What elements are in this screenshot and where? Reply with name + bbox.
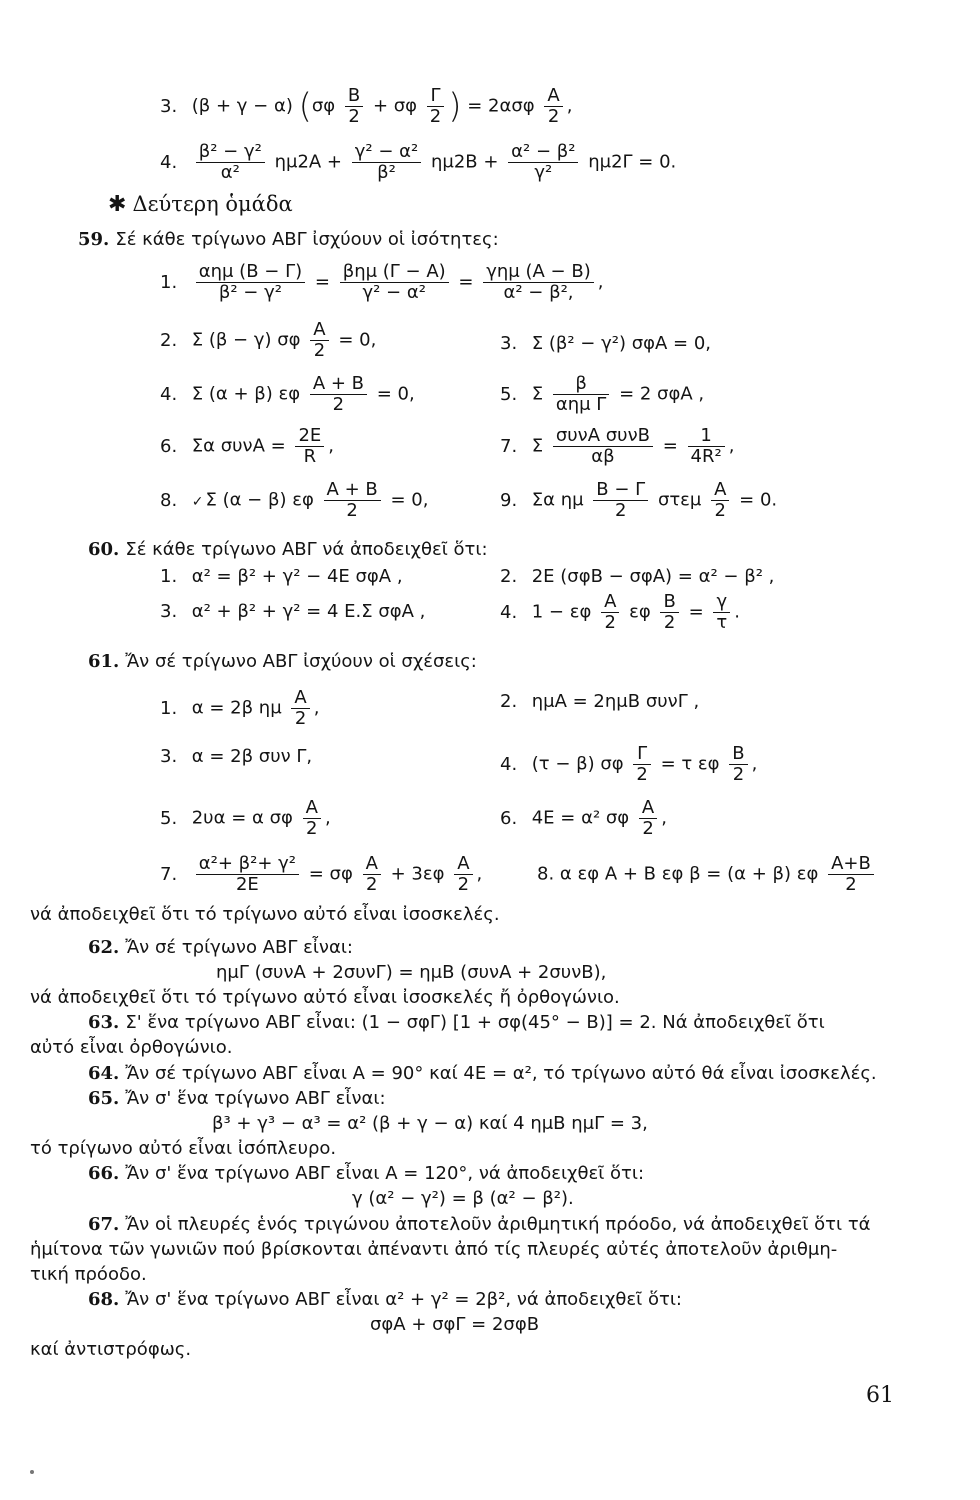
p66-equation: γ (α² − γ²) = β (α² − β²). [352,1188,574,1209]
p59-item-1: 1. $\frac{\text{αημ (Β − Γ)}}{\text{β² − γ²}}$ = $\frac{\text{βημ (Γ − Α)}}{\text{γ² − α²}}$ = $\frac{\text{γημ (Α − Β)}}{\text{α² − β²,}}$ , [160,261,604,303]
p63-line-2: αὐτό εἶναι ὀρθογώνιο. [30,1037,233,1058]
page-number: 61 [866,1383,894,1408]
frac: $\frac{\text{γ² − α²}}{\text{β²}}$ [352,142,421,183]
p60-item-2: 2. 2Ε (σφΒ − σφΑ) = α² − β² , [500,566,775,587]
problem-65: 65. Ἄν σ' ἕνα τρίγωνο ΑΒΓ εἶναι: [88,1088,386,1109]
problem-59-intro: 59. Σέ κάθε τρίγωνο ΑΒΓ ἰσχύουν οἱ ἰσότητες: [78,229,499,250]
frac: $\frac{\text{α² − β²}}{\text{γ²}}$ [508,142,578,183]
star-icon: ✱ [108,192,127,217]
frac: $\frac{\Gamma}{2}$ [427,86,444,127]
p59-item-3: 3. Σ (β² − γ²) σφΑ = 0, [500,333,711,354]
p59-item-5: 5. Σ $\frac{\beta}{\text{αημ Γ}}$ = 2 σφΑ , [500,373,705,415]
scan-speck [30,1470,34,1474]
frac: $\frac{B - \Gamma}{2}$ [593,480,648,521]
p68-equation: σφΑ + σφΓ = 2σφΒ [370,1314,540,1335]
frac: $\frac{\text{αημ (Β − Γ)}}{\text{β² − γ²}}$ [196,262,305,303]
p59-item-8: 8. ✓ Σ (α − β) εφ $\frac{A + B}{2}$ = 0, [160,479,429,521]
p59-item-6: 6. Σα συνΑ = $\frac{2E}{R}$ , [160,425,334,467]
frac: $\frac{A}{2}$ [454,854,472,895]
p59-item-4: 4. Σ (α + β) εφ $\frac{A + B}{2}$ = 0, [160,373,415,415]
p59-item-2: 2. Σ (β − γ) σφ $\frac{A}{2}$ = 0, [160,319,377,361]
frac: $\frac{A}{2}$ [363,854,381,895]
problem-67: 67. Ἄν οἱ πλευρές ἑνός τριγώνου ἀποτελοῦν ἀριθμητική πρόοδο, νά ἀποδειχθεῖ ὅτι τά [88,1214,871,1235]
problem-66: 66. Ἄν σ' ἕνα τρίγωνο ΑΒΓ εἶναι Α = 120°, νά ἀποδειχθεῖ ὅτι: [88,1163,645,1184]
p61-item-2: 2. ημΑ = 2ημΒ συνΓ , [500,691,700,712]
p61-item-5: 5. 2υα = α σφ $\frac{A}{2}$ , [160,797,331,839]
frac: $\frac{A + B}{2}$ [310,374,367,415]
p62-line-2: νά ἀποδειχθεῖ ὅτι τό τρίγωνο αὐτό εἶναι ἰσοσκελές ἤ ὀρθογώνιο. [30,987,620,1008]
problem-61-intro: 61. Ἄν σέ τρίγωνο ΑΒΓ ἰσχύουν οἱ σχέσεις: [88,651,477,672]
frac: $\frac{\text{γημ (Α − Β)}}{\text{α² − β²,}}$ [483,262,593,303]
p60-item-4: 4. 1 − εφ $\frac{A}{2}$ εφ $\frac{B}{2}$ = $\frac{\gamma}{\tau}$ . [500,591,740,633]
p60-item-3: 3. α² + β² + γ² = 4 Ε.Σ σφΑ , [160,601,426,622]
p60-item-1: 1. α² = β² + γ² − 4Ε σφΑ , [160,566,403,587]
problem-60-intro: 60. Σέ κάθε τρίγωνο ΑΒΓ νά ἀποδειχθεῖ ὅτι: [88,539,488,560]
frac: $\frac{A}{2}$ [310,320,328,361]
p61-conclusion: νά ἀποδειχθεῖ ὅτι τό τρίγωνο αὐτό εἶναι ἰσοσκελές. [30,904,500,925]
p62-equation: ημΓ (συνΑ + 2συνΓ) = ημΒ (συνΑ + 2συνΒ), [216,962,607,983]
frac: $\frac{1}{\text{4R²}}$ [688,426,725,467]
frac: $\frac{A}{2}$ [303,798,321,839]
problem-63: 63. Σ' ἕνα τρίγωνο ΑΒΓ εἶναι: (1 − σφΓ) [1 + σφ(45° − Β)] = 2. Νά ἀποδειχθεῖ ὅτι [88,1012,825,1033]
p59-item-7: 7. Σ $\frac{\text{συνΑ συνΒ}}{\alpha\beta}$ = $\frac{1}{\text{4R²}}$ , [500,425,735,467]
p65-equation: β³ + γ³ − α³ = α² (β + γ − α) καί 4 ημΒ ημΓ = 3, [212,1113,648,1134]
frac: $\frac{\beta}{\text{αημ Γ}}$ [553,374,609,415]
frac: $\frac{B}{2}$ [729,744,747,785]
frac: $\frac{A+B}{2}$ [828,854,874,895]
frac: $\frac{\text{βημ (Γ − Α)}}{\text{γ² − α²}}$ [340,262,449,303]
p65-line-2: τό τρίγωνο αὐτό εἶναι ἰσόπλευρο. [30,1138,337,1159]
frac: $\frac{\text{β² − γ²}}{\text{α²}}$ [196,142,265,183]
frac: $\frac{2E}{R}$ [295,426,324,467]
frac: $\frac{\text{συνΑ συνΒ}}{\alpha\beta}$ [553,426,653,467]
frac: $\frac{A}{2}$ [291,688,309,729]
check-mark-icon: ✓ [191,493,204,510]
p61-item-6: 6. 4Ε = α² σφ $\frac{A}{2}$ , [500,797,667,839]
frac: $\frac{\text{α²+ β²+ γ²}}{2E}$ [196,854,299,895]
frac: $\frac{B}{2}$ [345,86,363,127]
frac: $\frac{A}{2}$ [711,480,729,521]
frac: $\frac{A}{2}$ [544,86,562,127]
p61-item-4: 4. (τ − β) σφ $\frac{\Gamma}{2}$ = τ εφ $\frac{B}{2}$ , [500,743,758,785]
frac: $\frac{A + B}{2}$ [324,480,381,521]
p61-item-1: 1. α = 2β ημ $\frac{A}{2}$ , [160,687,320,729]
p61-item-3: 3. α = 2β συν Γ, [160,746,313,767]
top-item-3: 3. (β + γ − α) (σφ $\frac{B}{2}$ + σφ $\frac{\Gamma}{2}$ ) = 2ασφ $\frac{A}{2}$ , [160,85,573,127]
p67-line-3: τική πρόοδο. [30,1264,147,1285]
frac: $\frac{\Gamma}{2}$ [633,744,650,785]
p61-item-7: 7. $\frac{\text{α²+ β²+ γ²}}{2E}$ = σφ $\frac{A}{2}$ + 3εφ $\frac{A}{2}$ , [160,853,483,895]
frac: $\frac{A}{2}$ [601,592,619,633]
problem-62: 62. Ἄν σέ τρίγωνο ΑΒΓ εἶναι: [88,937,353,958]
frac: $\frac{B}{2}$ [660,592,678,633]
p67-line-2: ἡμίτονα τῶν γωνιῶν πού βρίσκονται ἀπέναντι ἀπό τίς πλευρές αὐτές ἀποτελοῦν ἀριθμη- [30,1239,838,1260]
frac: $\frac{\gamma}{\tau}$ [713,592,730,633]
problem-64: 64. Ἄν σέ τρίγωνο ΑΒΓ εἶναι Α = 90° καί 4Ε = α², τό τρίγωνο αὐτό θά εἶναι ἰσοσκελές. [88,1063,877,1084]
top-item-4: 4. $\frac{\text{β² − γ²}}{\text{α²}}$ ημ2Α + $\frac{\text{γ² − α²}}{\text{β²}}$ ημ2Β + $\frac{\text{α² − β²}}{\text{γ²}}$ ημ2Γ = 0. [160,141,677,183]
problem-68: 68. Ἄν σ' ἕνα τρίγωνο ΑΒΓ εἶναι α² + γ² = 2β², νά ἀποδειχθεῖ ὅτι: [88,1289,682,1310]
frac: $\frac{A}{2}$ [639,798,657,839]
p68-line-2: καί ἀντιστρόφως. [30,1339,192,1360]
p59-item-9: 9. Σα ημ $\frac{B - \Gamma}{2}$ στεμ $\frac{A}{2}$ = 0. [500,479,778,521]
p61-item-8: 8. α εφ Α + Β εφ β = (α + β) εφ $\frac{A+B}{2}$ [537,854,878,895]
section-heading: ✱ Δεύτερη ὁμάδα [108,192,293,217]
